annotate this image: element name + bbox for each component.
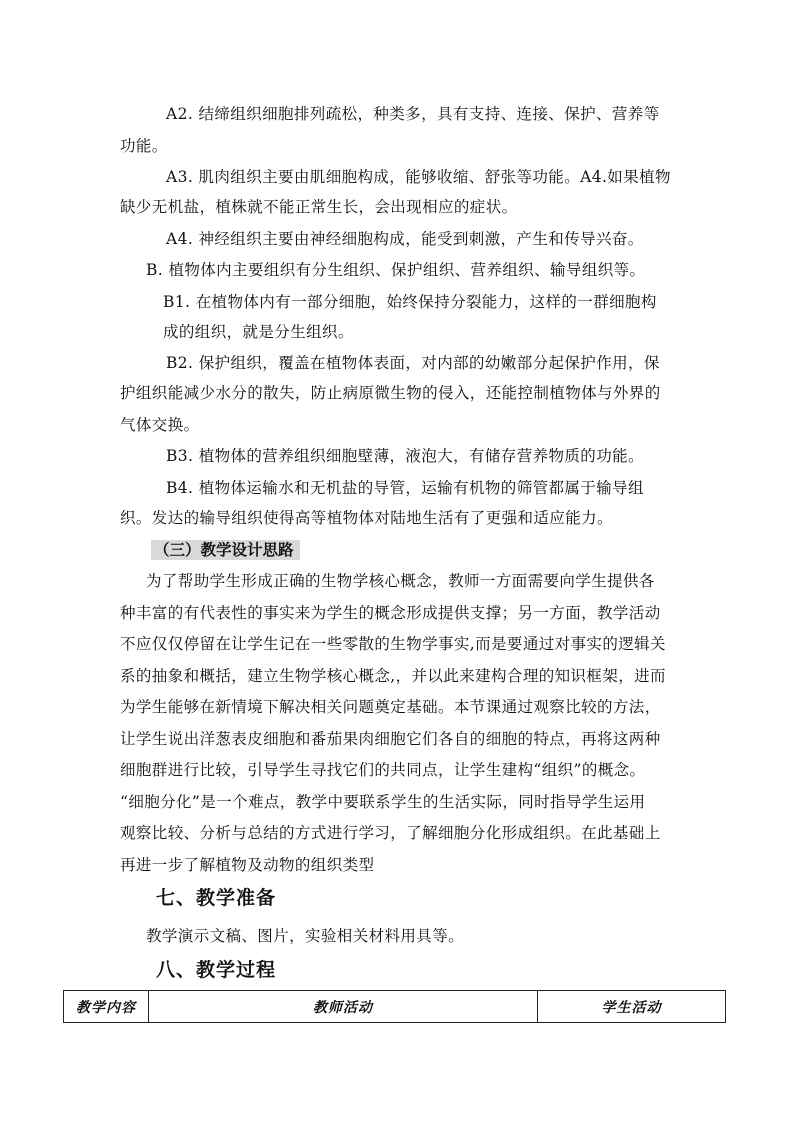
- section8-heading: 八、教学过程: [156, 959, 277, 981]
- table-header-row: [64, 991, 726, 1023]
- para-a2-line2: 功能。: [120, 137, 168, 155]
- para-b1-line2: 成的组织，就是分生组织。: [163, 323, 354, 341]
- para-b2-line2: 护组织能减少水分的散失，防止病原微生物的侵入，还能控制植物体与外界的: [120, 384, 661, 402]
- para-b3-line1: B3. 植物体的营养组织细胞壁薄，液泡大，有储存营养物质的功能。: [166, 447, 644, 465]
- para-b2-line1: B2. 保护组织，覆盖在植物体表面，对内部的幼嫩部分起保护作用，保: [166, 354, 660, 372]
- section7-heading: 七、教学准备: [156, 887, 277, 909]
- para-b4-line1: B4. 植物体运输水和无机盐的导管，运输有机物的筛管都属于输导组: [166, 479, 644, 497]
- design-line: 不应仅仅停留在让学生记在一些零散的生物学事实,而是要通过对事实的逻辑关: [120, 635, 666, 653]
- para-b1-line1: B1. 在植物体内有一部分细胞，始终保持分裂能力，这样的一群细胞构: [163, 293, 657, 311]
- design-section-label: （三）教学设计思路: [151, 540, 300, 560]
- para-b2-line3: 气体交换。: [120, 416, 200, 434]
- para-a3-line2: 缺少无机盐，植株就不能正常生长，会出现相应的症状。: [120, 198, 518, 216]
- design-line: “细胞分化”是一个难点，教学中要联系学生的生活实际，同时指导学生运用: [120, 793, 646, 811]
- design-line: 为了帮助学生形成正确的生物学核心概念，教师一方面需要向学生提供各: [146, 572, 655, 590]
- design-line: 种丰富的有代表性的事实来为学生的概念形成提供支撑；另一方面，教学活动: [120, 604, 661, 622]
- table-header-student: 学生活动: [538, 991, 726, 1023]
- table-header-content: 教学内容: [64, 991, 149, 1023]
- para-a3-line1: A3. 肌肉组织主要由肌细胞构成，能够收缩、舒张等功能。A4.如果植物: [166, 168, 671, 186]
- design-line: 为学生能够在新情境下解决相关问题奠定基础。本节课通过观察比较的方法，: [120, 698, 661, 716]
- design-line: 细胞群进行比较，引导学生寻找它们的共同点，让学生建构“组织”的概念。: [120, 761, 646, 779]
- para-b4-line2: 织。发达的输导组织使得高等植物体对陆地生活有了更强和适应能力。: [120, 509, 613, 527]
- design-line: 系的抽象和概括，建立生物学核心概念,，并以此来建构合理的知识框架，进而: [120, 667, 666, 685]
- para-a4-line1: A4. 神经组织主要由神经细胞构成，能受到刺激，产生和传导兴奋。: [166, 230, 644, 248]
- para-a2-line1: A2. 结缔组织细胞排列疏松，种类多，具有支持、连接、保护、营养等: [166, 105, 660, 123]
- section7-text: 教学演示文稿、图片，实验相关材料用具等。: [146, 927, 465, 945]
- para-b-line1: B. 植物体内主要组织有分生组织、保护组织、营养组织、输导组织等。: [146, 261, 646, 279]
- teaching-process-table: [63, 990, 726, 1023]
- design-line: 让学生说出洋葱表皮细胞和番茄果肉细胞它们各自的细胞的特点，再将这两种: [120, 730, 661, 748]
- table-header-teacher: 教师活动: [149, 991, 538, 1023]
- design-line: 再进一步了解植物及动物的组织类型: [120, 856, 375, 874]
- design-line: 观察比较、分析与总结的方式进行学习，了解细胞分化形成组织。在此基础上: [120, 824, 661, 842]
